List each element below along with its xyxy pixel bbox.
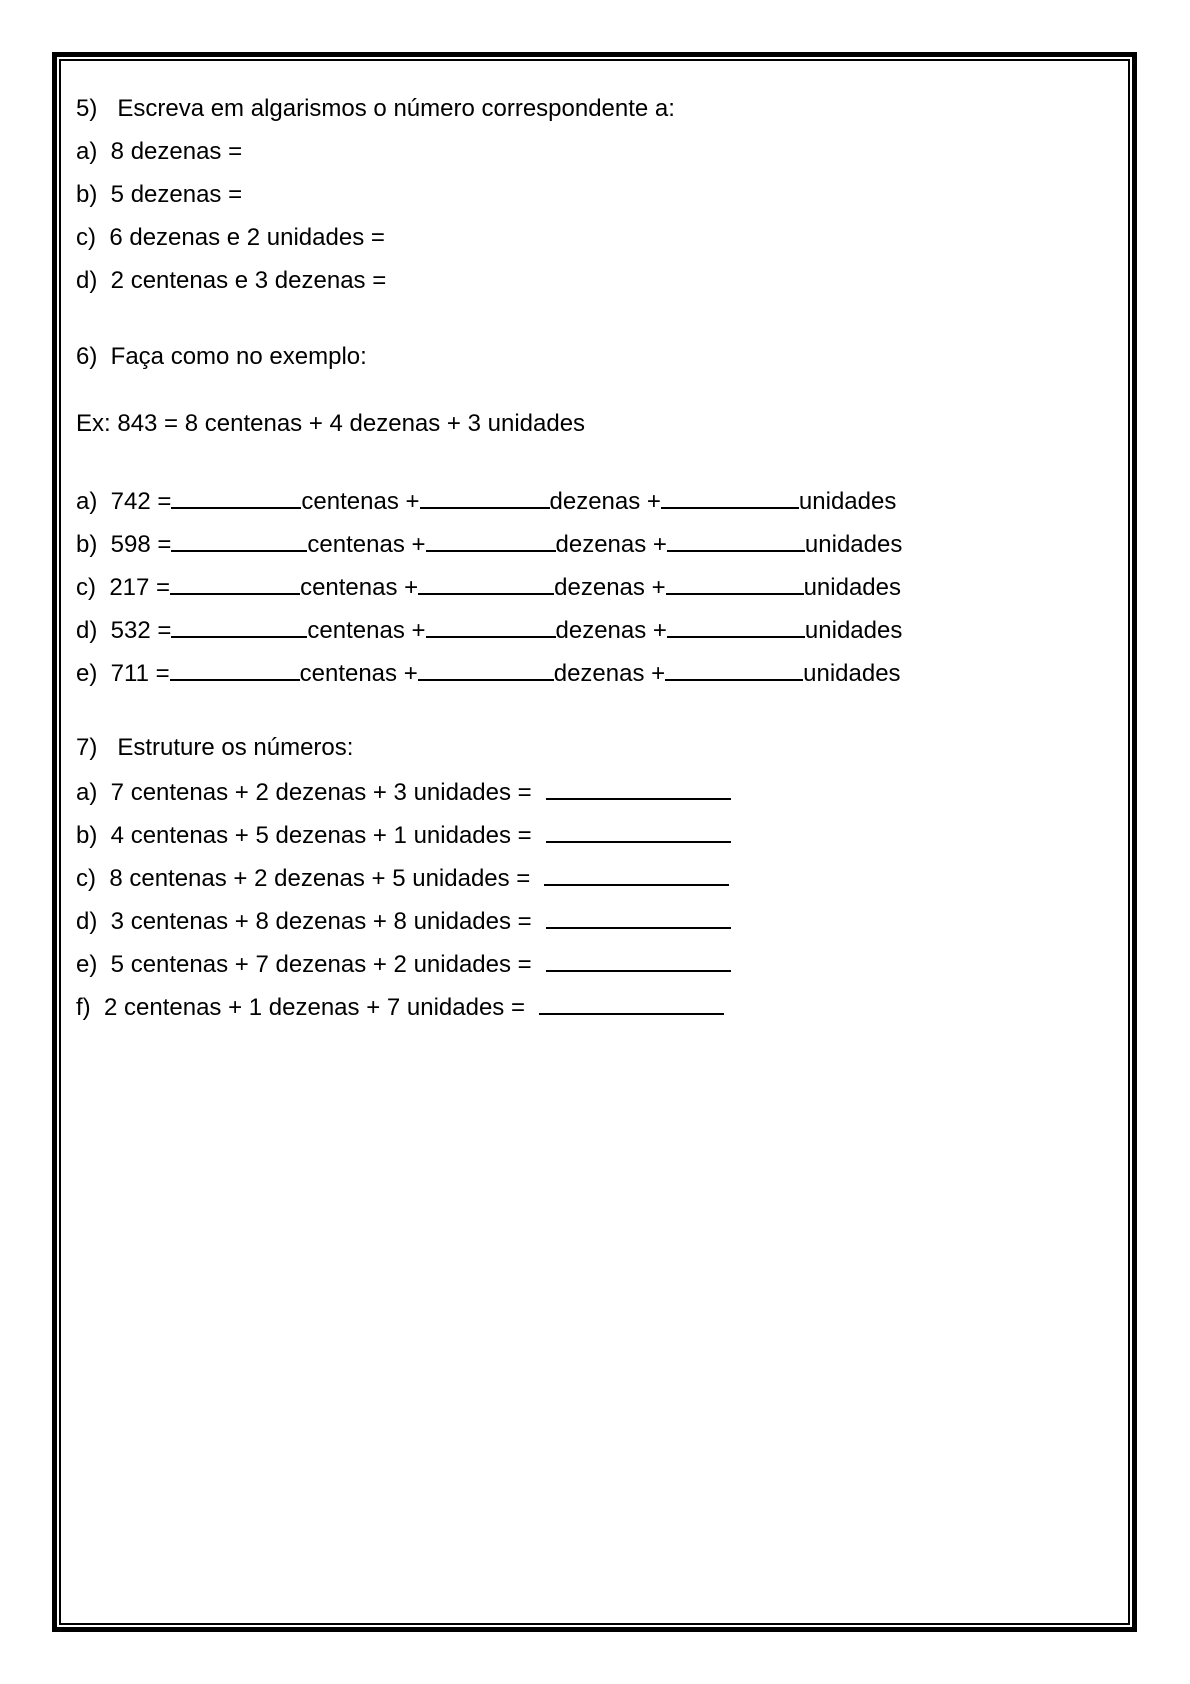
- q7-item-text: d) 3 centenas + 8 dezenas + 8 unidades =: [76, 908, 532, 935]
- q6-word-dezenas: dezenas +: [549, 488, 661, 515]
- q7-item-text: b) 4 centenas + 5 dezenas + 1 unidades =: [76, 822, 532, 849]
- q6-row-prefix: a) 742 =: [76, 488, 172, 515]
- q7-item-c: [76, 862, 729, 894]
- q6-title: 6) Faça como no exemplo:: [76, 343, 367, 370]
- q6-word-unidades: unidades: [803, 660, 901, 687]
- q6-word-dezenas: dezenas +: [554, 574, 666, 601]
- answer-blank-dezenas[interactable]: [418, 571, 554, 595]
- answer-blank-dezenas[interactable]: [426, 528, 556, 552]
- q6-row-prefix: e) 711 =: [76, 660, 170, 687]
- q6-row-c: [76, 571, 901, 603]
- answer-blank-dezenas[interactable]: [426, 614, 556, 638]
- q7-item-text: c) 8 centenas + 2 dezenas + 5 unidades =: [76, 865, 531, 892]
- q6-row-prefix: c) 217 =: [76, 574, 171, 601]
- q6-example: Ex: 843 = 8 centenas + 4 dezenas + 3 unidades: [76, 410, 586, 437]
- answer-blank-centenas[interactable]: [171, 614, 307, 638]
- q6-row-prefix: d) 532 =: [76, 617, 172, 644]
- q6-word-centenas: centenas +: [307, 617, 426, 644]
- q5-item-c: c) 6 dezenas e 2 unidades =: [76, 224, 385, 251]
- q6-word-centenas: centenas +: [307, 531, 426, 558]
- answer-blank[interactable]: [546, 776, 731, 800]
- q6-word-unidades: unidades: [798, 488, 897, 515]
- answer-blank[interactable]: [539, 991, 724, 1015]
- answer-blank-unidades[interactable]: [661, 485, 799, 509]
- answer-blank-unidades[interactable]: [666, 571, 804, 595]
- q7-item-text: e) 5 centenas + 7 dezenas + 2 unidades =: [76, 951, 532, 978]
- q6-word-centenas: centenas +: [300, 574, 419, 601]
- q6-word-unidades: unidades: [804, 531, 903, 558]
- q6-row-a: [76, 485, 896, 517]
- answer-blank-centenas[interactable]: [170, 571, 300, 595]
- answer-blank[interactable]: [546, 948, 731, 972]
- q6-word-dezenas: dezenas +: [555, 617, 667, 644]
- answer-blank-centenas[interactable]: [171, 528, 307, 552]
- q6-word-centenas: centenas +: [299, 660, 418, 687]
- q6-word-dezenas: dezenas +: [553, 660, 666, 687]
- answer-blank[interactable]: [546, 905, 731, 929]
- q7-item-text: f) 2 centenas + 1 dezenas + 7 unidades =: [76, 994, 525, 1021]
- q7-title: 7) Estruture os números:: [76, 734, 354, 761]
- answer-blank-dezenas[interactable]: [420, 485, 550, 509]
- q6-word-centenas: centenas +: [301, 488, 420, 515]
- q5-item-d: d) 2 centenas e 3 dezenas =: [76, 267, 387, 294]
- q5-title: 5) Escreva em algarismos o número correspondente a:: [76, 95, 675, 122]
- q7-item-text: a) 7 centenas + 2 dezenas + 3 unidades =: [76, 779, 532, 806]
- q6-word-unidades: unidades: [803, 574, 901, 601]
- answer-blank-dezenas[interactable]: [418, 657, 554, 681]
- q6-word-dezenas: dezenas +: [555, 531, 667, 558]
- q7-item-a: [76, 776, 731, 808]
- q7-item-e: [76, 948, 731, 980]
- q6-row-prefix: b) 598 =: [76, 531, 172, 558]
- q5-item-b: b) 5 dezenas =: [76, 181, 243, 208]
- answer-blank-unidades[interactable]: [665, 657, 803, 681]
- q6-word-unidades: unidades: [804, 617, 903, 644]
- answer-blank-unidades[interactable]: [667, 614, 805, 638]
- q7-item-f: [76, 991, 724, 1023]
- q6-row-b: [76, 528, 902, 560]
- answer-blank-centenas[interactable]: [170, 657, 300, 681]
- answer-blank[interactable]: [546, 819, 731, 843]
- answer-blank-unidades[interactable]: [667, 528, 805, 552]
- q6-row-e: [76, 657, 901, 689]
- q6-row-d: [76, 614, 902, 646]
- q5-item-a: a) 8 dezenas =: [76, 138, 243, 165]
- q7-item-b: [76, 819, 731, 851]
- answer-blank-centenas[interactable]: [171, 485, 301, 509]
- answer-blank[interactable]: [544, 862, 729, 886]
- q7-item-d: [76, 905, 731, 937]
